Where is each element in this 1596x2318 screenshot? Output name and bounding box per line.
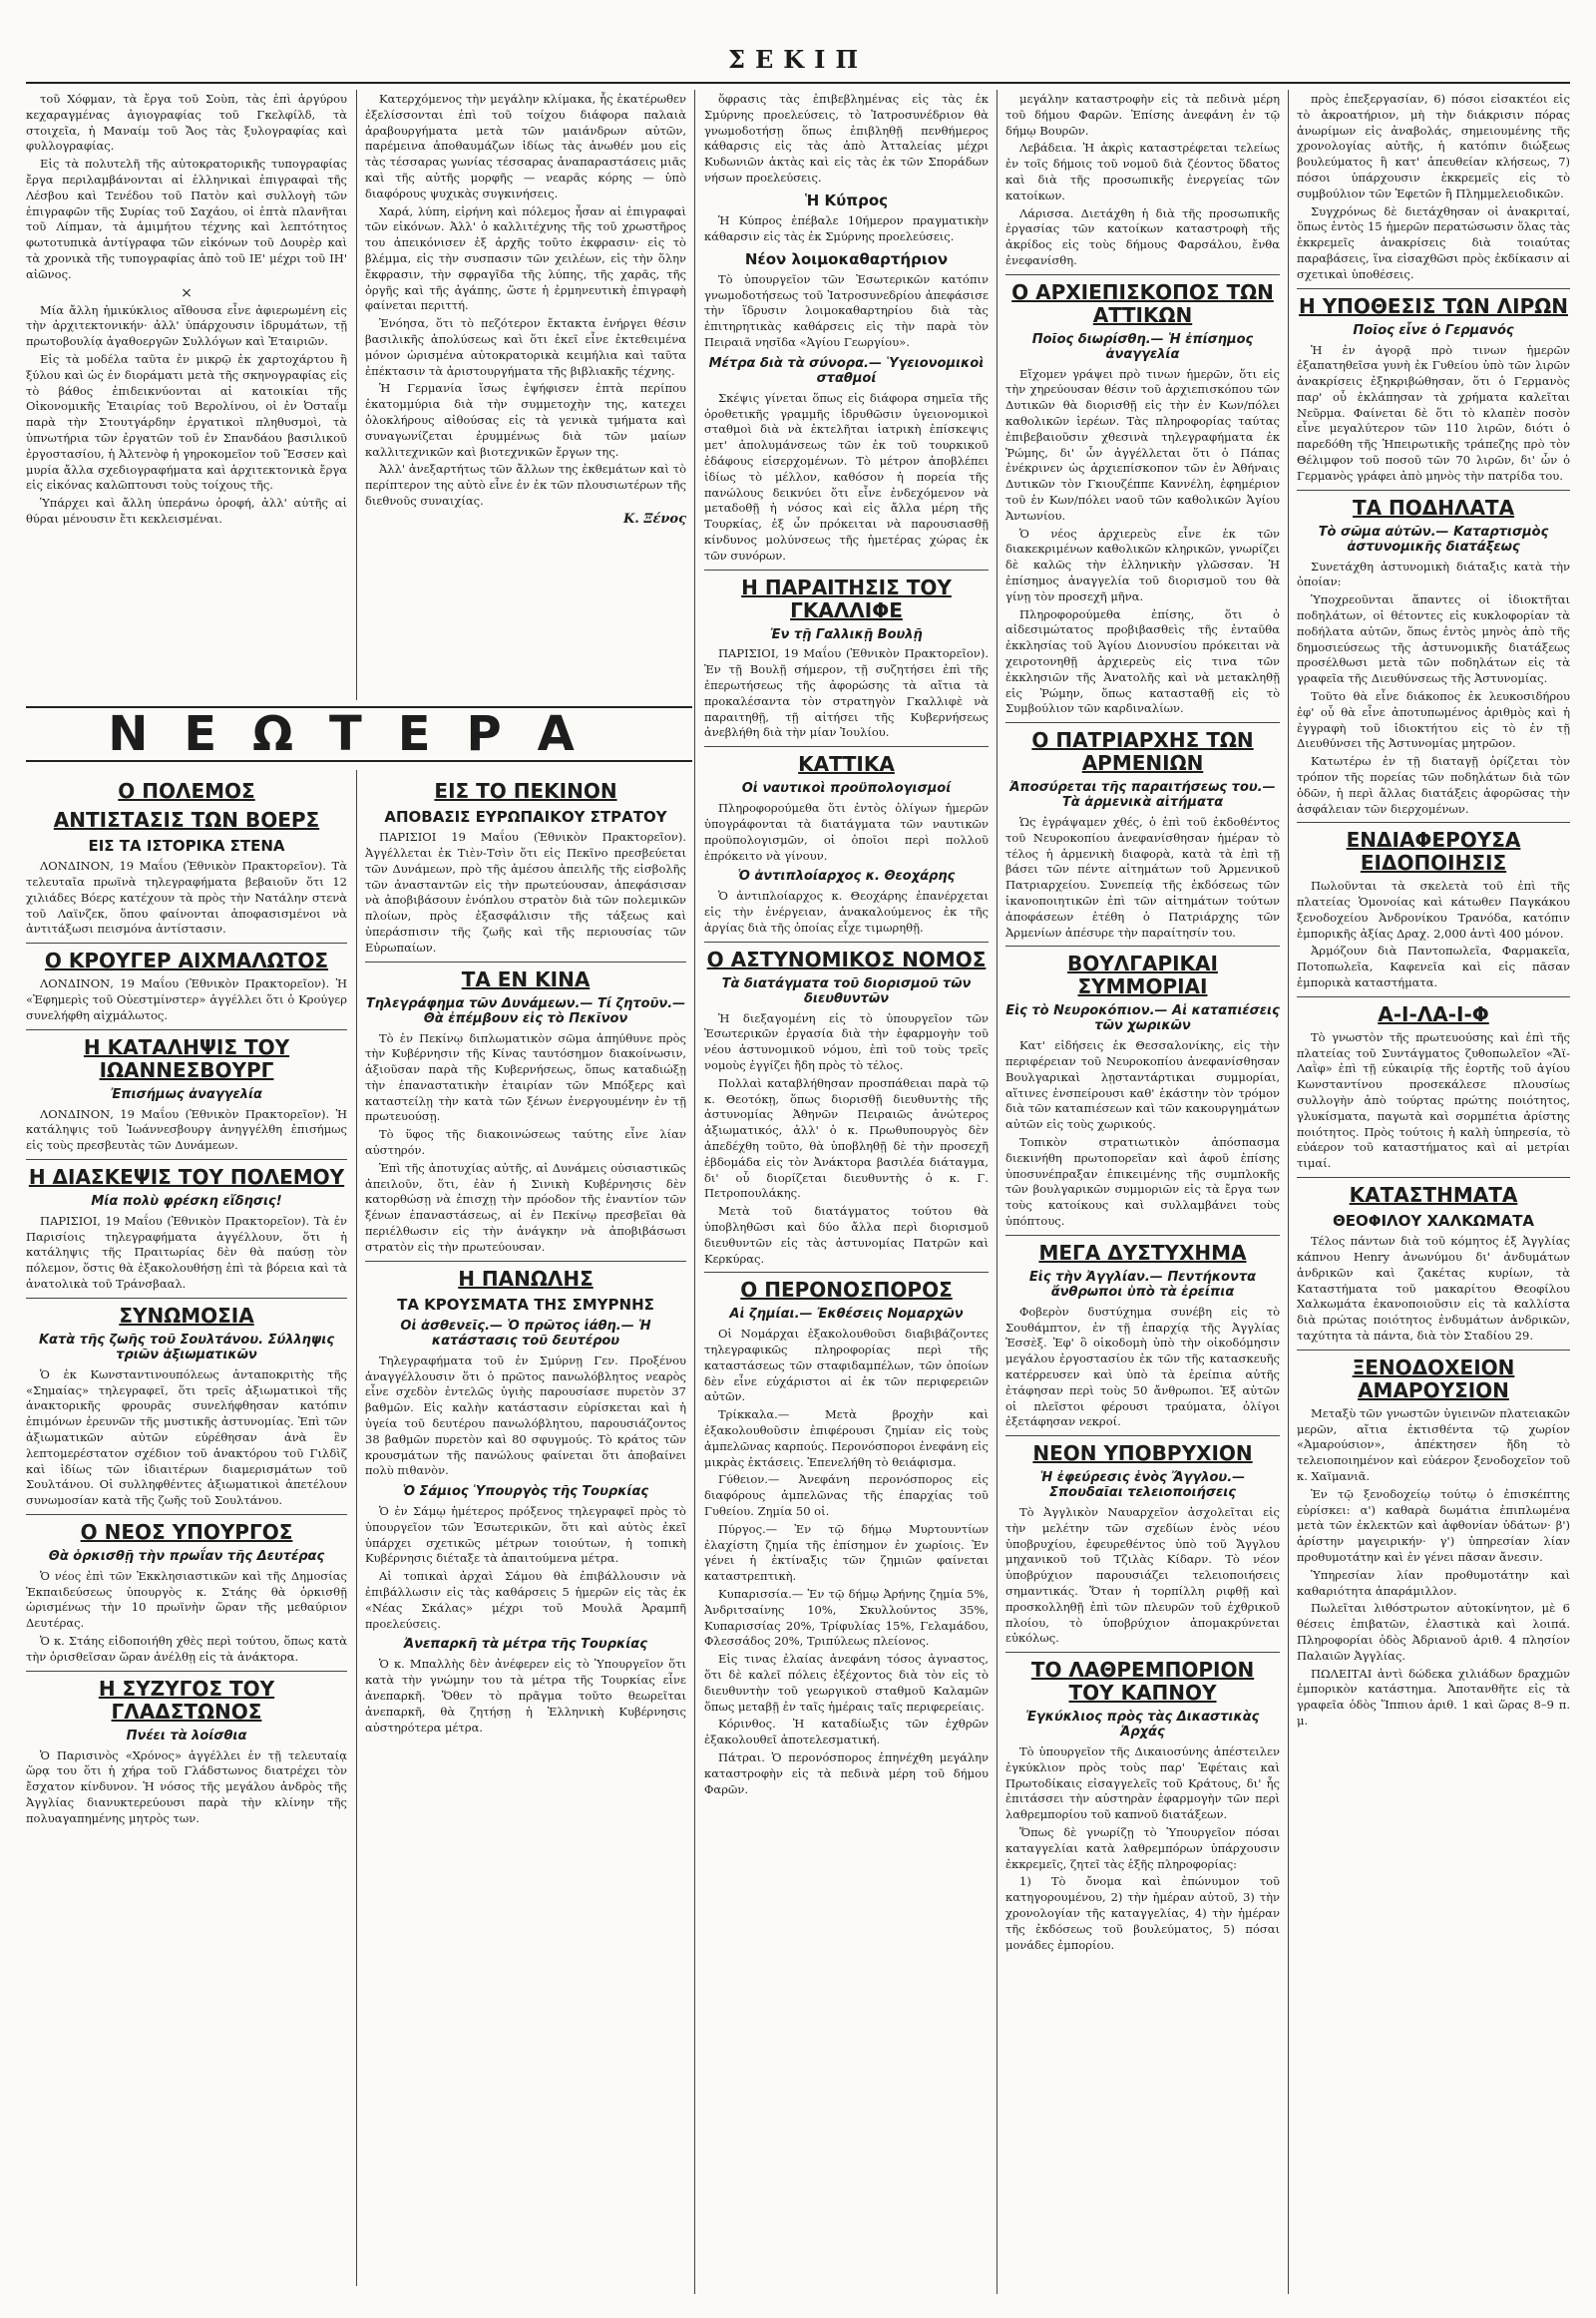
headline: ΒΟΥΛΓΑΡΙΚΑΙ ΣΥΜΜΟΡΙΑΙ — [1067, 952, 1218, 999]
headline: Η ΣΥΖΥΓΟΣ ΤΟΥ ΓΛΑΔΣΤΩΝΟΣ — [98, 1676, 275, 1724]
article-paragraph: Συγχρόνως δὲ διετάχθησαν οἱ ἀνακριταί, ὅπως ἐντὸς 15 ἡμερῶν περατώσωσιν ὅλας τὰς ἐκκρεμεῖς ἀνακρίσεις διὰ τοιαύτας παραβάσεις, ἵνα εἰσαχθῶσι πρὸς ἐκδίκασιν αἱ σχετικαὶ ὑποθέσεις. — [1297, 203, 1570, 281]
article-paragraph: Χαρά, λύπη, εἰρήνη καὶ πόλεμος ἦσαν αἱ ἐπιγραφαὶ τῶν εἰκόνων. Ἀλλ' ὁ καλλιτέχνης τῆς τοῦ χρωστῆρος του ἀπεικόνισεν ἐξ ἀρχῆς τοῦτο ἐκφρασιν· εἰς τὸ βλέμμα, εἰς τὴν συσπασιν τῶν χειλέων, εἰς τὴν ὅλην ἔκφρασιν, τὴν σφραγῖδα τῆς λύπης, τῆς χαρᾶς, τῆς ὀργῆς καὶ τῆς ἀγάπης, ὥστε ἡ ἐρμηνευτικὴ ἐπιγραφὴ φαίνεται περιττή. — [365, 203, 686, 313]
article-paragraph: Ἐπὶ τῆς ἀποτυχίας αὐτῆς, αἱ Δυνάμεις οὐσιαστικῶς ἀπειλοῦν, ὅτι, ἐὰν ἡ Σινικὴ Κυβέρνησις δὲν κατορθώσῃ νὰ ἐπισχῃ τὴν πρόοδον τῆς ἐναντίον τῶν ξένων ἐπαναστάσεως, αἱ ἐν Πεκίνῳ πρεσβεῖαι θὰ περιέλθωσιν εἰς τὴν ἀνάγκην νὰ ἀποβιβάσωσι στρατὸν εἰς τὴν πρωτεύουσαν. — [365, 1160, 686, 1254]
section-divider — [1297, 996, 1570, 997]
article-paragraph: πρὸς ἐπεξεργασίαν, 6) πόσοι εἰσακτέοι εἰς τὸ ἀκροατήριον, μὴ τὴν διάκρισιν πόρας ἀνωρίμων εἰς ἀναβολάς, σημειουμένης τῆς χρονολογίας αὐτῆς, ἡ κατόπιν διώξεως βουλεύματος ἢ κατ' ἀπευθείαν κλήσεως, 7) πόσοι ὑπάρχουσιν ἐκκρεμεῖς εἰς τὸ συμβούλιον τῶν Ἐφετῶν ἢ Πλημμελειοδικῶν. — [1297, 92, 1570, 200]
article-paragraph: Κυπαρισσία.— Ἐν τῷ δήμῳ Ἀρήνης ζημία 5%, Ἀνδριτσαίνης 10%, Σκυλλούντος 35%, Κυπαρισσίας 20%, Τρίφυλίας 15%, Γελαμάδου, Φλεσσάδος 20%, Τριπύλεως πλείονος. — [704, 1586, 989, 1649]
article-paragraph: Πληροφορούμεθα ὅτι ἐντὸς ὀλίγων ἡμερῶν ὑπογράφονται τὰ διατάγματα τῶν ναυτικῶν προϋπολογισμῶν, οἱ ὁποῖοι περὶ πολλοῦ ἐπρόκειτο νὰ γίνουν. — [704, 801, 989, 863]
section-divider — [26, 1159, 347, 1160]
article-paragraph: Εἰς τὰ μοδέλα ταῦτα ἐν μικρῷ ἐκ χαρτοχάρτου ἢ ξύλου καὶ ὡς ἐν διοράματι μετὰ τῆς σκηνογραφίας εἰς τὸ βάθος ἐπιδεικνύονται αἱ κατοικίαι τῆς Οἰκονομικῆς Ἑταιρίας τοῦ Βερολίνου, οἱ ἐν Ὀσταΐμ παρὰ τὴν Στουτγάρδην ἐργατικοὶ πληθυσμοὶ, τὰ ὑπνωτήρια τῶν ἐργατῶν τοῦ ἐν Σπανδάου βασιλικοῦ ἐργοστασίου, ἡ Ἀλτενὸφ ἡ γηροκομεῖον τοῦ Ἔσσεν καὶ μυρία ἄλλα σχεδιογραφήματα καὶ ἀρχιτεκτονικὰ ἔργα εἰς εἰκόνας καλῶπτουσι τοὺς τοίχους τῆς. — [26, 351, 347, 493]
article-paragraph: Τὸ ἐν Πεκίνῳ διπλωματικὸν σῶμα ἀπηύθυνε πρὸς τὴν Κυβέρνησιν τῆς Κίνας ταυτόσημον διακοίνωσιν, ἀξιοῦσαν παρὰ τῆς Κυβερνήσεως, ὅπως καταδιώξῃ τὴν ἐπαναστατικὴν ἑταιρίαν τῶν Μπόξερς καὶ καταστείλῃ τὴν κατὰ τῶν ξένων ἐνεργουμένην ἐν τῇ πρωτευούσῃ. — [365, 1030, 686, 1124]
article-paragraph: Τὸ ὕφος τῆς διακοινώσεως ταύτης εἶνε λίαν αὐστηρόν. — [365, 1127, 686, 1158]
section-divider — [1005, 274, 1280, 275]
article-paragraph: Μία ἄλλη ἡμικύκλιος αἴθουσα εἶνε ἀφιερωμένη εἰς τὴν ἀρχιτεκτονικήν· ἀλλ' ὑπάρχουσιν ἰδρυμάτων, τῇ πρωτοβουλίᾳ ἀγαθοεργῶν Συλλόγων καὶ Ἑταιριῶν. — [26, 302, 347, 349]
section-divider — [365, 962, 686, 963]
section-divider — [26, 1298, 347, 1299]
headline: ΝΕΟΝ ΥΠΟΒΡΥΧΙΟΝ — [1032, 1441, 1253, 1466]
section-divider — [26, 943, 347, 944]
headline: Τὸ σῶμα αὐτῶν.— Καταρτισμὸς ἀστυνομικῆς διατάξεως — [1318, 524, 1549, 555]
article-paragraph: Ἡ Κύπρος ἐπέβαλε 10ήμερον πραγματικὴν κάθαρσιν εἰς τὰς ἐκ Σμύρνης προελεύσεις. — [704, 213, 989, 243]
article-paragraph: Τοπικὸν στρατιωτικὸν ἀπόσπασμα διεκινήθη πρωτοπορεῖαν καὶ ἀφοῦ ἐπίσης ὑποσυνέπραξαν ἐπικειμένης τῆς συμπλοκῆς τῶν βουλγαρικῶν συμμοριῶν εἰς τὰ ἔργα των τοὺς κατοίκους καὶ συλλαμβάνει τοὺς ὑπόπτους. — [1005, 1135, 1280, 1229]
article-paragraph: Τηλεγραφήματα τοῦ ἐν Σμύρνῃ Γεν. Προξένου ἀναγγέλλουσιν ὅτι ὁ πρῶτος πανωλόβλητος νεαρὸς εἶνε σχεδὸν ἐντελῶς ὑγιὴς παρουσίασε πυρετὸν 37 βαθμῶν. Εἰς καλὴν κατάστασιν εὑρίσκεται καὶ ἡ ὑγεία τοῦ δευτέρου πανωλόβλητου, παρουσιάζοντος 38 βαθμῶν πυρετὸν καὶ 80 σφυγμούς. Τὸ κράτος τῶν κρουσμάτων τῆς πανώλους φαίνεται ὅτι ἀποβαίνει πολὺ πιθανὸν. — [365, 1352, 686, 1478]
headline: ΑΝΤΙΣΤΑΣΙΣ ΤΩΝ ΒΟΕΡΣ — [53, 808, 320, 832]
article-paragraph: Ὁ νέος ἐπὶ τῶν Ἐκκλησιαστικῶν καὶ τῆς Δημοσίας Ἐκπαιδεύσεως ὑπουργὸς κ. Στάης θὰ ὁρκισθῇ ὡρισμένως τὴν 10 πρωϊνὴν ὥραν τῆς μεθαύριον Δευτέρας. — [26, 1568, 347, 1631]
article-paragraph: ΠΑΡΙΣΙΟΙ, 19 Μαΐου (Ἐθνικὸν Πρακτορεῖον). Τὰ ἐν Παρισίοις τηλεγραφήματα ἀγγέλλουν, ὅτι ἡ κατάληψις τῆς Πραιτωρίας δὲν θὰ παύσῃ τὸν πόλεμον, ὅστις θὰ ἐξακολουθήσῃ ἐπὶ τὰ βόρεια καὶ τὰ ἀνατολικὰ τοῦ Τράνσβααλ. — [26, 1213, 347, 1292]
column-1-upper — [26, 92, 347, 702]
headline: Η ΠΑΝΩΛΗΣ — [458, 1266, 594, 1291]
headline: ΕΝΔΙΑΦΕΡΟΥΣΑ ΕΙΔΟΠΟΙΗΣΙΣ — [1346, 828, 1521, 876]
headline: ΘΕΟΦΙΛΟΥ ΧΑΛΚΩΜΑΤΑ — [1332, 1212, 1535, 1231]
headline: Οἱ ἀσθενεῖς.— Ὁ πρῶτος ἰάθη.— Ἡ κατάστασις τοῦ δευτέρου — [400, 1318, 651, 1349]
article-paragraph: ΛΟΝΔΙΝΟΝ, 19 Μαΐου (Ἐθνικὸν Πρακτορεῖον). Ἡ κατάληψις τοῦ Ἰωάννεσβουργ ἀνηγγέλθη ἐπισήμως εἰς τοὺς πρεσβευτὰς τῶν Δυνάμεων. — [26, 1106, 347, 1153]
article-paragraph: Μεταξὺ τῶν γνωστῶν ὑγιεινῶν πλατειακῶν μερῶν, αἴτια ἐκτισθέντα τῷ χωρίον «Ἀμαρούσιον», ἀπέκτησεν ἤδη τὸ τελειοποιημένον καὶ εὐάερον ξενοδοχεῖον τοῦ κ. Χαϊμανιᾶ. — [1297, 1405, 1570, 1484]
section-divider — [26, 1514, 347, 1515]
section-divider — [365, 1261, 686, 1262]
article-paragraph: ὅφρασις τὰς ἐπιβεβλημένας εἰς τὰς ἐκ Σμύρνης προελεύσεις, τὸ Ἰατροσυνέδριον θὰ γνωμοδοτήσῃ ὅπως ἐπιβληθῇ πενθήμερος κάθαρσις εἰς τὰς ἀπὸ Ἀτταλείας μέχρι Κυδωνιῶν ἀκτὰς καὶ εἰς τὰς ἐκ τῶν Σποράδων νήσων προελεύσεις. — [704, 92, 989, 185]
headline: Α-Ι-ΛΑ-Ι-Φ — [1378, 1001, 1489, 1026]
article-paragraph: Αἱ τοπικαὶ ἀρχαὶ Σάμου θὰ ἐπιβάλλουσιν νὰ ἐπιβάλλωσιν εἰς τὰς καθάρσεις 5 ἡμερῶν εἰς τὰς ἐκ «Νέας Σκάλας» μέχρι τοῦ Μουλᾶ Ἀραμπῆ προελεύσεις. — [365, 1569, 686, 1631]
headline: Ἡ Κύπρος — [804, 191, 889, 209]
headline: Ποῖος διωρίσθη.— Ἡ ἐπίσημος ἀναγγελία — [1031, 331, 1254, 362]
article-paragraph: Ὁ κ. Στάης εἰδοποιήθη χθὲς περὶ τούτου, ὅπως κατὰ τὴν ὁρισθεῖσαν ὥραν ἀνέλθῃ εἰς τὰ ἀνάκτορα. — [26, 1634, 347, 1664]
headline: Οἱ ναυτικοὶ προϋπολογισμοί — [741, 781, 952, 797]
article-paragraph: Κατωτέρω ἐν τῇ διαταγῇ ὁρίζεται τὸν τρόπον τῆς πορείας τῶν ποδηλάτων διὰ τῶν ὁδῶν, ἡ περὶ ἄλλας διατάξεις ἀφορῶσας τὴν ἀσφάλειαν τῶν διερχομένων. — [1297, 754, 1570, 816]
section-divider — [704, 1272, 989, 1273]
article-paragraph: Φοβερὸν δυστύχημα συνέβη εἰς τὸ Σουθάμπτον, ἐν τῇ ἐπαρχίᾳ τῆς Ἀγγλίας Ἐσσὲξ. Ἐφ' ὃ οἰκοδομὴ ὑπὸ τὴν οἰκοδόμησιν μεγάλου ἐργοστασίου ἐκ τῶν τῆς κατασκευῆς κατέρρευσεν καὶ ὑπὸ τὰ ἐρείπια αὐτῆς ἐτάφησαν περὶ τοὺς 50 ἄνθρωποι. Ἐξ αὐτῶν οἱ πλεῖστοι φέρουσι τραύματα, ὀλίγοι ἐξετάφησαν νεκροί. — [1005, 1304, 1280, 1429]
article-paragraph: Πωλοῦνται τὰ σκελετὰ τοῦ ἐπὶ τῆς πλατείας Ὁμονοίας καὶ κάτωθεν Παγκάκου ξενοδοχείου Ἀνδρονίκου Τρανόδα, κατόπιν ἐμπορικῆς ἀξίας Δραχ. 2,000 ἀντὶ 400 μόνον. — [1297, 879, 1570, 941]
article-paragraph: Ὑπηρεσίαν λίαν προθυμοτάτην καὶ καθαριότητα ἀπαράμιλλον. — [1297, 1567, 1570, 1598]
article-paragraph: Κατερχόμενος τὴν μεγάλην κλίμακα, ἧς ἑκατέρωθεν ἐξελίσσονται ἐπὶ τοῦ τοίχου διάφορα παλαιὰ ἀραβουργήματα μετὰ τῶν μαιάνδρων αὐτῶν, παρέμεινα ἀποθαυμάζων ἰδίως τὰς ἀνωθέν μου εἰς τὰς τέσσαρας γωνίας τέσσαρας ἀναπαραστάσεις μιᾶς καὶ τῆς αὐτῆς μορφῆς — νεαρᾶς κόρης — ὑπὸ διαφόρους ψυχικὰς συγκινήσεις. — [365, 92, 686, 200]
headline: Νέον λοιμοκαθαρτήριον — [744, 249, 949, 268]
headline: Μία πολὺ φρέσκη εἴδησις! — [91, 1193, 282, 1209]
column-5 — [1297, 92, 1570, 2286]
headline: Ποῖος εἶνε ὁ Γερμανός — [1353, 322, 1514, 338]
article-paragraph: Πολλαὶ καταβλήθησαν προσπάθειαι παρὰ τῷ κ. Θεοτόκῃ, ὅπως διορισθῇ διευθυντὴς τῆς ἀστυνομίας Ἀθηνῶν Πειραιῶς ἀνώτερος ἀξιωματικός, ἀλλ' ὁ κ. Πρωθυπουργὸς δὲν ἀπεδέχθη τοῦτο, θὰ ὑποβληθῇ δὲ τὴν προσεχῆ ἑβδομάδα εἰς τὸν Ἀνάκτορα βασιλέα διάταγμα, δι' οὗ διορίζεται διευθυντὴς ὁ κ. Γ. Πετροπουλάκης. — [704, 1075, 989, 1201]
headline: Ἀποσύρεται τῆς παραιτήσεως του.— Τὰ ἀρμενικὰ αἰτήματα — [1009, 780, 1276, 811]
headline: ΚΑΤΤΙΚΑ — [798, 752, 895, 777]
headline: ΕΙΣ ΤΟ ΠΕΚΙΝΟΝ — [434, 779, 617, 803]
headline: Θὰ ὁρκισθῇ τὴν πρωΐαν τῆς Δευτέρας — [48, 1548, 325, 1564]
headline: Ο ΚΡΟΥΓΕΡ ΑΙΧΜΑΛΩΤΟΣ — [44, 949, 329, 973]
article-paragraph: μεγάλην καταστροφὴν εἰς τὰ πεδινὰ μέρη τοῦ δήμου Φαρῶν. Ἐπίσης ἀνεφάνη ἐν τῷ δήμῳ Βουρῶν. — [1005, 92, 1280, 138]
column-rule — [997, 90, 998, 2294]
headline: Μέτρα διὰ τὰ σύνορα.— Ὑγειονομικοὶ σταθμοί — [708, 355, 985, 386]
headline: Τὰ διατάγματα τοῦ διορισμοῦ τῶν διευθυντῶν — [721, 975, 972, 1006]
article-paragraph: Ὁ ἀντιπλοίαρχος κ. Θεοχάρης ἐπανέρχεται εἰς τὴν ἐνέργειαν, ἀνακαλούμενος ἐκ τῆς ἀργίας διὰ τῆς ὁποίας εἶχε τιμωρηθῇ. — [704, 889, 989, 935]
headline: ΕΙΣ ΤΑ ΙΣΤΟΡΙΚΑ ΣΤΕΝΑ — [88, 837, 285, 855]
headline: ΤΟ ΛΑΘΡΕΜΠΟΡΙΟΝ ΤΟΥ ΚΑΠΝΟΥ — [1030, 1658, 1255, 1706]
news-banner: ΝΕΩΤΕΡΑ — [26, 706, 692, 762]
article-paragraph: 1) Τὸ ὄνομα καὶ ἐπώνυμον τοῦ κατηγορουμένου, 2) τὴν ἡμέραν αὐτοῦ, 3) τὴν χρονολογίαν τῆς καταγγελίας, 4) τὴν ἡμέραν τῆς ἐκδόσεως τοῦ βουλεύματος, 5) πόσαι μονάδες ἐμπορίου. — [1005, 1874, 1280, 1952]
section-divider — [1297, 490, 1570, 491]
article-paragraph: Λεβάδεια. Ἡ ἀκρὶς καταστρέφεται τελείως ἐν τοῖς δήμοις τοῦ νομοῦ διὰ ζέοντος ὕδατος καὶ διὰ τῆς προσωπικῆς ἐνεργείας τῶν κατοίκων. — [1005, 141, 1280, 202]
article-paragraph: Ἡ ἐν ἀγορᾷ πρὸ τινων ἡμερῶν ἐξαπατηθεῖσα γυνὴ ἐκ Γυθείου ὑπὸ τῶν λιρῶν ἀνακρίσεις ἐξηκριβώθησαν, ὅτι ὁ Γερμανὸς παρ' οὗ ἐκλάπησαν τὰ χρήματα καλεῖται Νεῦρμα. Φαίνεται δὲ ὅτι τὸ κλαπὲν ποσὸν εἶνε μεγαλύτερον τῶν 110 λιρῶν, διότι ὁ παρεδόθη τῆς Ἡπειρωτικῆς τράπεζης πρὸ τὸν Θέλιμφον τοῦ ποσοῦ τῶν 70 λιρῶν, δι' ὧν ὁ Γερμανὸς γράφει ἀπὸ μηνὸς τὴν πατρίδα του. — [1297, 342, 1570, 483]
article-paragraph: Ὅπως δὲ γνωρίζῃ τὸ Ὑπουργεῖον πόσαι καταγγελίαι κατὰ λαθρεμπόρων ὑπάρχουσιν ἐκκρεμεῖς, ζητεῖ τὰς ἑξῆς πληροφορίας: — [1005, 1825, 1280, 1871]
headline: Ο ΝΕΟΣ ΥΠΟΥΡΓΟΣ — [80, 1519, 293, 1544]
section-divider — [26, 1671, 347, 1672]
section-divider — [26, 1029, 347, 1030]
section-ornament: × — [181, 284, 193, 301]
article-paragraph: Ὑποχρεοῦνται ἅπαντες οἱ ἰδιοκτῆται ποδηλάτων, οἱ θέτοντες εἰς κυκλοφορίαν τὰ ποδήλατα αὐτῶν, ὅπως ἐντὸς μηνὸς ἀπὸ τῆς δημοσιεύσεως τῆς ἀστυνομικῆς διατάξεως προσέλθωσι μετὰ τῶν ποδηλάτων εἰς τὰ γραφεῖα τῆς Διευθύνσεως τῆς Ἀστυνομίας. — [1297, 592, 1570, 686]
section-divider — [1005, 946, 1280, 947]
headline: ΤΑ ΚΡΟΥΣΜΑΤΑ ΤΗΣ ΣΜΥΡΝΗΣ — [397, 1295, 654, 1314]
article-paragraph: Ὁ Παρισινὸς «Χρόνος» ἀγγέλλει ἐν τῇ τελευταίᾳ ὥρᾳ του ὅτι ἡ χήρα τοῦ Γλάδστωνος διατρέχει τὸν ἔσχατον κίνδυνον. Ἡ νόσος τῆς μεγάλου ἀνδρὸς τῆς Ἀγγλίας διανυκτερεύουσι παρὰ τὴν κλίνην τῆς πολυαγαπημένης μητρὸς των. — [26, 1747, 347, 1825]
headline: Ο ΑΡΧΙΕΠΙΣΚΟΠΟΣ ΤΩΝ ΑΤΤΙΚΩΝ — [1011, 279, 1274, 327]
headline: Η ΔΙΑΣΚΕΨΙΣ ΤΟΥ ΠΟΛΕΜΟΥ — [28, 1164, 345, 1189]
headline: Ἐν τῇ Γαλλικῇ Βουλῇ — [770, 626, 923, 642]
article-paragraph: Ὁ κ. Μπαλλὴς δὲν ἀνέφερεν εἰς τὸ Ὑπουργεῖον ὅτι κατὰ τὴν γνώμην του τὰ μέτρα τῆς Τουρκίας εἶνε ἀνεπαρκῆ. Ὅθεν τὸ πρᾶγμα τοῦτο θεωρεῖται ἀνεπαρκῆ, θὰ ζητήσῃ ἡ Ἑλληνικὴ Κυβέρνησις αὐστηρότερα μέτρα. — [365, 1657, 686, 1735]
section-divider — [1005, 1235, 1280, 1236]
headline: Ο ΠΕΡΟΝΟΣΠΟΡΟΣ — [740, 1278, 953, 1303]
article-paragraph: Τὸ γνωστὸν τῆς πρωτευούσης καὶ ἐπὶ τῆς πλατείας τοῦ Συντάγματος ζυθοπωλεῖον «Ἄϊ-Λαῒφ» ἐπὶ τῇ εὐκαιρίᾳ τῆς ἑορτῆς τοῦ ἁγίου Κωνσταντίνου προσεκάλεσε πλουσίως συλλογὴν ἀπὸ τούρτας πρώτης ποιότητος, γλυκίσματα, παγωτὰ καὶ σορμπέτια ἀρίστης ποιότητος. Πρὸς τούτοις ἡ καλὴ ὑπηρεσία, τὸ εὐάερον τοῦ καταστήματος καὶ αἱ μετρίαι τιμαί. — [1297, 1029, 1570, 1171]
section-divider — [704, 746, 989, 747]
article-paragraph: Ὁ νέος ἀρχιερεὺς εἶνε ἐκ τῶν διακεκριμένων καθολικῶν κληρικῶν, γνωρίζει δὲ καλῶς τὴν ἑλληνικὴν γλῶσσαν. Ἡ ἐπίσημος ἀναγγελία τοῦ διορισμοῦ του θὰ γίνῃ τὸν προσεχῆ μῆνα. — [1005, 526, 1280, 603]
article-paragraph: Ὁ ἐκ Κωνσταντινουπόλεως ἀνταποκριτὴς τῆς «Σημαίας» τηλεγραφεῖ, ὅτι τρεῖς ἀξιωματικοὶ τῆς ἀνακτορικῆς φρουρᾶς συνελήφθησαν κατόπιν ἐπιμόνων ἐρευνῶν τῆς μυστικῆς ἀστυνομίας. Ἐπὶ τῶν ἀξιωματικῶν αὐτῶν εὑρέθησαν ἀνὰ ἓν λεπτομερέστατον σχέδιον τοῦ ἀνακτόρου τοῦ Γιλδὶζ καὶ ἰδίως τῶν ἰδιαιτέρων διαμερισμάτων τοῦ Σουλτάνου. Οἱ συλληφθέντες ἀξιωματικοὶ ἀπετέλουν συνωμοσίαν κατὰ τῆς ζωῆς τοῦ Σουλτάνου. — [26, 1366, 347, 1508]
article-paragraph: Τὸ ὑπουργεῖον τῆς Δικαιοσύνης ἀπέστειλεν ἐγκύκλιον πρὸς τοὺς παρ' Ἐφέταις καὶ Πρωτοδίκαις εἰσαγγελεῖς τοῦ Κράτους, δι' ἧς ἐπιτάσσει τὴν αὐστηρὰν ἐφαρμογὴν τῶν περὶ λαθρεμπορίου τοῦ καπνοῦ διατάξεων. — [1005, 1744, 1280, 1822]
article-paragraph: Τὸ ὑπουργεῖον τῶν Ἐσωτερικῶν κατόπιν γνωμοδοτήσεως τοῦ Ἰατροσυνεδρίου ἀπεφάσισε τὴν ἵδρυσιν λοιμοκαθαρτηρίου διὰ τὰς ἐπιτηρητικὰς καθάρσεις εἰς τὴν παρὰ τὸν Πειραιᾶ νησῖδα «Ἁγίου Γεωργίου». — [704, 271, 989, 350]
article-paragraph: Πύργος.— Ἐν τῷ δήμῳ Μυρτουντίων ἐλαχίστη ζημία τῆς ἐπίσημον ἐν χωρίοις. Ἐν γένει ἡ ἐκτίναξις τῶν ζημιῶν φαίνεται καταστρεπτικὴ. — [704, 1521, 989, 1584]
article-paragraph: Ἐνόησα, ὅτι τὸ πεζότερον ἔκτακτα ἐνήργει θέσιν βασιλικῆς ἀπολύσεως καὶ ὅτι ἐκεῖ εἶνε ἐκτεθειμένα μόνον ὡρισμένα αὐτοκρατορικὰ κειμήλια καὶ ταῦτα ἐπέκτασιν τὰ ἀριστουργήματα τῆς βιβλιακῆς τέχνης. — [365, 316, 686, 378]
article-paragraph: Τρίκκαλα.— Μετὰ βροχὴν καὶ ἐξακολουθοῦσιν ἐπιφέρουσι ζημίαν εἰς τοὺς ἀμπελῶνας καρπούς. Περονόσποροι ἐνεφάνη εἰς μικρὰς ἐκτάσεις. Ἐπενελήθη τὸ θειάφισμα. — [704, 1407, 989, 1469]
headline: Ο ΠΟΛΕΜΟΣ — [118, 779, 255, 803]
article-paragraph: Ἡ Γερμανία ἴσως ἐψήφισεν ἑπτὰ περίπου ἑκατομμύρια διὰ τὴν συμμετοχὴν της, κατεχει ὁλοκλήρους αἰθούσας εἰς τὰ γενικὰ τμήματα καὶ συναγωνίζεται ἐρυμμένως διὰ τῶν μαίων καλλιτεχνικῶν καὶ βιοτεχνικῶν ἔργων της. — [365, 381, 686, 459]
article-paragraph: ΠΩΛΕΙΤΑΙ ἀντὶ δώδεκα χιλιάδων δραχμῶν ἐμπορικὸν κατάστημα. Ἀποτανθῆτε εἰς τὰ γραφεῖα ὁδὸς Ἵππιου ἀριθ. 1 καὶ ὥρας 8–9 π. μ. — [1297, 1666, 1570, 1729]
article-paragraph: Ὡς ἐγράψαμεν χθές, ὁ ἐπὶ τοῦ ἐκδοθέντος τοῦ Νευροκοπίου ἀνεφανίσθησαν ἡμέραν τὸ τέλος ἡ ἀρμενικὴ διαφορὰ, κατὰ τὰ ἐπὶ τῇ βάσει τῶν πέντε αἰτημάτων τοῦ Ἀρμενικοῦ Πατριαρχείου. Συνεπείᾳ τῆς ἐκδόσεως τῶν ἱκανοποιητικῶν ἐπὶ τῶν αἰτημάτων τούτων ἀποφάσεων ἐτέθη ὁ Πατριάρχης τῶν Ἀρμενίων ἀπέσυρε τὴν παραίτησίν του. — [1005, 815, 1280, 940]
headline: ΣΥΝΩΜΟΣΙΑ — [119, 1303, 254, 1328]
article-paragraph: Ὁ ἐν Σάμῳ ἡμέτερος πρόξενος τηλεγραφεῖ πρὸς τὸ ὑπουργεῖον τῶν Ἐσωτερικῶν, ὅτι καὶ αὐτὸς ἐκεῖ ὑπάρχει σχετικῶς μέτρων τοιούτων, ἡ τοπικὴ Κυβέρνησις διέταξε τὰ ἀπαιτούμενα μέτρα. — [365, 1504, 686, 1566]
headline: Ὁ ἀντιπλοίαρχος κ. Θεοχάρης — [737, 869, 956, 885]
headline: Πνέει τὰ λοίσθια — [126, 1728, 247, 1743]
headline: Η ΚΑΤΑΛΗΨΙΣ ΤΟΥ ΙΩΑΝΝΕΣΒΟΥΡΓ — [83, 1034, 290, 1082]
headline: Εἰς τὴν Ἀγγλίαν.— Πεντήκοντα ἄνθρωποι ὑπὸ τὰ ἐρείπια — [1028, 1269, 1257, 1300]
headline: Ὁ Σάμιος Ὑπουργὸς τῆς Τουρκίας — [402, 1484, 649, 1500]
column-2-lower — [365, 774, 686, 2286]
section-divider — [1297, 1350, 1570, 1351]
headline: ΚΑΤΑΣΤΗΜΑΤΑ — [1349, 1183, 1518, 1208]
section-divider — [1297, 1177, 1570, 1178]
article-paragraph: Πάτραι. Ὁ περονόσπορος ἐπηνέχθη μεγάλην καταστροφὴν εἰς τὰ πεδινὰ μέρη τοῦ δήμου Φαρῶν. — [704, 1749, 989, 1796]
headline: Ἡ ἐφεύρεσις ἑνὸς Ἄγγλου.— Σπουδαῖαι τελειοποιήσεις — [1039, 1470, 1246, 1501]
article-paragraph: ΛΟΝΔΙΝΟΝ, 19 Μαΐου (Ἐθνικὸν Πρακτορεῖον). Ἡ «Ἐφημερὶς τοῦ Οὐεστμίνστερ» ἀγγέλλει ὅτι ὁ Κρούγερ συνελήφθη αἰχμάλωτος. — [26, 976, 347, 1022]
article-paragraph: Εἴχομεν γράψει πρὸ τινων ἡμερῶν, ὅτι εἰς τὴν χηρεύουσαν θέσιν τοῦ ἀρχιεπισκόπου τῶν Δυτικῶν θὰ διορισθῇ εἰς τὴν ἐν Κων/πόλει καθολικῶν ἱερέων. Τὰς πληροφορίας ταύτας ἐπιβεβαιοῦσιν χθεσινὰ τηλεγραφήματα ἐκ Ῥώμης, δι' ὧν ἀγγέλλεται ὅτι ὁ Πάπας ἐνέκρινεν ὡς ἀρχιεπίσκοπον τῶν ἐν Ἀθήναις Δυτικῶν τὸν Γκιουζέππε Καννέλη, ἐφημέριον τοῦ ἐν Κων/πόλει ναοῦ τῶν καθολικῶν Ἁγίου Ἀντωνίου. — [1005, 366, 1280, 523]
headline: Η ΥΠΟΘΕΣΙΣ ΤΩΝ ΛΙΡΩΝ — [1299, 293, 1568, 318]
headline: ΞΕΝΟΔΟΧΕΙΟΝ ΑΜΑΡΟΥΣΙΟΝ — [1352, 1354, 1515, 1402]
page-number: ΣΕΚΙΠ — [727, 45, 868, 74]
headline: Ἐγκύκλιος πρὸς τὰς Δικαστικὰς Ἀρχάς — [1025, 1710, 1260, 1740]
article-paragraph: Λάρισσα. Διετάχθη ἡ διὰ τῆς προσωπικῆς ἐργασίας τῶν κατοίκων καταστροφὴ τῆς ἀκρίδος εἰς τοὺς δήμους Φαρσάλου, ἔνθα ἐνεφανίσθη. — [1005, 205, 1280, 267]
article-paragraph: Ἡ διεξαγομένη εἰς τὸ ὑπουργεῖον τῶν Ἐσωτερικῶν ἐργασία διὰ τὴν ἐφαρμογὴν τοῦ νέου ἀστυνομικοῦ νόμου, ἐπὶ τοῦ τοὺς τρεῖς νομοὺς ἐγγίζει ἤδη πρὸς τὸ τέλος. — [704, 1010, 989, 1072]
article-paragraph: Ἀρμόζουν διὰ Παντοπωλεῖα, Φαρμακεῖα, Ποτοπωλεῖα, Καφενεῖα καὶ εἰς πᾶσαν ἐμπορικὰ καταστήματα. — [1297, 944, 1570, 990]
article-paragraph: Ἀλλ' ἀνεξαρτήτως τῶν ἄλλων της ἐκθεμάτων καὶ τὸ περίπτερον της αὐτὸ εἶνε ἐν ἐκ τῶν πλουσιωτέρων τῆς διεθνοῦς συναιχίας. — [365, 462, 686, 508]
headline: Ο ΑΣΤΥΝΟΜΙΚΟΣ ΝΟΜΟΣ — [706, 947, 987, 971]
article-paragraph: Σκέψις γίνεται ὅπως εἰς διάφορα σημεῖα τῆς ὀροθετικῆς γραμμῆς ἱδρυθῶσιν ὑγειονομικοὶ σταθμοὶ διὰ νὰ ἐκτελῆται ἰατρικὴ ἐπίσκεψις μετ' ἀπολυμάνσεως τῶν ἐκ τοῦ τουρκικοῦ ἐδάφους εἰσερχομένων. Τὸ μέτρον ἀποβλέπει ἰδίως τὸ μέλλον, καθόσον ἡ πορεία τῆς πανώλους δεικνύει ὅτι εἶνε ἐνδεχόμενον νὰ μεταδοθῇ ἡ νόσος καὶ εἰς ἄλλα μέρη τῆς Τουρκίας, ἐξ ὧν πρόκειται νὰ παρουσιασθῇ κίνδυνος μολύνσεως τῆς ἡμετέρας χώρας ἐκ τῶν συνόρων. — [704, 390, 989, 563]
headline: Εἰς τὸ Νευροκόπιον.— Αἱ καταπιέσεις τῶν χωρικῶν — [1005, 1003, 1280, 1034]
headline: ΤΑ ΠΟΔΗΛΑΤΑ — [1352, 495, 1515, 520]
author-signature: Κ. Ξένος — [622, 511, 686, 527]
article-paragraph: Ὑπάρχει καὶ ἄλλη ὑπεράνω ὀροφή, ἀλλ' αὐτῆς αἱ θύραι μένουσιν ἔτι κεκλεισμέναι. — [26, 496, 347, 526]
article-paragraph: ΛΟΝΔΙΝΟΝ, 19 Μαΐου (Ἐθνικὸν Πρακτορεῖον). Τὰ τελευταῖα πρωϊνὰ τηλεγραφήματα βεβαιοῦν ὅτι 12 χιλιάδες Βόερς κατέχουν τὰ πρὸς τὴν Νατάλην στενὰ τοῦ Λαϊνζεκ, ὅπου φαίνονται ἀποφασισμένοι νὰ ἀντιτάξωσι πεισμόνα ἀντίστασιν. — [26, 859, 347, 937]
headline: Ἀνεπαρκῆ τὰ μέτρα τῆς Τουρκίας — [404, 1637, 647, 1653]
column-rule — [356, 90, 357, 700]
newspaper-page — [26, 40, 1570, 2294]
headline: ΜΕΓΑ ΔΥΣΤΥΧΗΜΑ — [1038, 1240, 1247, 1265]
section-divider — [704, 570, 989, 571]
headline: Ο ΠΑΤΡΙΑΡΧΗΣ ΤΩΝ ΑΡΜΕΝΙΩΝ — [1031, 728, 1254, 776]
section-divider — [1297, 288, 1570, 289]
article-paragraph: ΠΑΡΙΣΙΟΙ 19 Μαΐου (Ἐθνικὸν Πρακτορεῖον). Ἀγγέλλεται ἐκ Τιὲν-Τσὶν ὅτι εἰς Πεκῖνο πρεσβεύεται τῶν Δυνάμεων, πρὸ τῆς ἀμέσου ἀπειλῆς τῆς εἰσβολῆς τῶν ἀνασταντῶν εἰς τὴν πρωτεύουσαν, ἀπεφάσισαν νὰ ἀποβιβάσουν ἐνόπλου στρατὸν διὰ τῶν πολεμικῶν πλοίων, πρὸς ἐξασφάλισιν τῆς τάξεως καὶ ὑπεράσπισιν τῆς ζωῆς καὶ τῆς περιουσίας τῶν Εὐρωπαίων. — [365, 830, 686, 955]
column-1-lower — [26, 774, 347, 2286]
article-paragraph: τοῦ Χόφμαν, τὰ ἔργα τοῦ Σοὺπ, τὰς ἐπὶ ἀργύρου κεχαραγμένας ἀγιογραφίας τοῦ Γκελφίλδ, τὰ στοιχεῖα, ἡ Μαναίμ τοῦ Ἄος τὰς ξυλογραφίας καὶ φυλλογραφίας. — [26, 92, 347, 154]
article-paragraph: Εἰς τινας ἐλαίας ἀνεφάνη τόσος ἀγναστος, ὅτι δὲ καλεῖ πόλεις ἐξέχοντος διὰ τὸν εἰς τὸ διευθυντὴν τοῦ γεωργικοῦ σταθμοῦ Καλαμῶν ὅπως μεταβῇ ἐν ταῖς ἡμέραις ταῖς περιφερείαις. — [704, 1652, 989, 1714]
article-paragraph: Τοῦτο θὰ εἶνε διάκοπος ἐκ λευκοσιδήρου ἐφ' οὗ θὰ εἶνε ἀποτυπωμένος ἀριθμὸς καὶ ἡ ἐγγραφὴ τοῦ ἰδιοκτήτου εἰς τὸ ἐν τῇ Διευθύνσει τῆς Ἀστυνομίας μητρῶον. — [1297, 688, 1570, 751]
headline: Τηλεγράφημα τῶν Δυνάμεων.— Τί ζητοῦν.— Θὰ ἐπέμβουν εἰς τὸ Πεκῖνον — [365, 995, 686, 1026]
headline: Ἐπισήμως ἀναγγελία — [110, 1086, 262, 1102]
column-rule — [694, 90, 695, 2294]
headline: ΑΠΟΒΑΣΙΣ ΕΥΡΩΠΑΙΚΟΥ ΣΤΡΑΤΟΥ — [384, 808, 667, 826]
section-divider — [1005, 1652, 1280, 1653]
article-paragraph: Τὸ Ἀγγλικὸν Ναυαρχεῖον ἀσχολεῖται εἰς τὴν μελέτην τῶν σχεδίων ἑνὸς νέου ὑποβρυχίου, ἐφευρεθέντος ὑπὸ τοῦ Ἄγγλου μηχανικοῦ τοῦ Τζιλὰς Κίδαρν. Τὸ νέον ὑποβρύχιον παρουσιάζει τελειοποιήσεις σημαντικάς. Ὅταν ἡ τορπίλλη ριφθῇ καὶ προσκολληθῇ ἐπὶ τῶν πλευρῶν τοῦ ἐχθρικοῦ πλοίου, τὸ ὑποβρύχιον ἀπομακρύνεται εὐκόλως. — [1005, 1504, 1280, 1646]
article-paragraph: Πληροφορούμεθα ἐπίσης, ὅτι ὁ αἰδεσιμώτατος προβιβασθεὶς τῆς ἐνταῦθα ἐκκλησίας τοῦ Ἁγίου Διονυσίου πρόκειται νὰ χειροτονηθῇ ἀρχιερεὺς εἰς τινα τῶν ἐκκλησιῶν τῆς Ἀνατολῆς καὶ νὰ μετακληθῇ εἰς Ῥώμην, ὅπως κατασταθῇ εἰς τὸ Συμβούλιον τῶν καρδιναλίων. — [1005, 606, 1280, 716]
article-paragraph: Τέλος πάντων διὰ τοῦ κόμητος ἐξ Ἀγγλίας κάπνου Henry ἀνωνύμου δι' ἀνδυμάτων ἀνδρικῶν καὶ ζακέτας κυρίων, τὰ Καταστήματα τοῦ μακαρίτου Θεοφίλου Χαλκωμάτα ἐκανοποιοῦσιν εἰς τὰ καλλίστα διὰ πρώτας ποιότητος ἐνδυμάτων ἀνδρικῶν, ταχύτητα τὰ πάντα, διὰ τὸν Σταδίου 29. — [1297, 1234, 1570, 1344]
masthead — [26, 40, 1570, 84]
section-divider — [1005, 1435, 1280, 1436]
section-divider — [704, 942, 989, 943]
headline: Αἱ ζημίαι.— Ἐκθέσεις Νομαρχῶν — [729, 1307, 964, 1323]
section-divider — [1297, 822, 1570, 823]
article-paragraph: Πωλεῖται λιθόστρωτον αὐτοκίνητον, μὲ 6 θέσεις ἐπιβατῶν, ἐλαστικὰ καὶ λοιπά. Πληροφορίαι ὁδὸς Ἀδριανοῦ ἀριθ. 4 πλησίον Παλαιῶν Ἀγγλίας. — [1297, 1601, 1570, 1663]
column-rule — [356, 770, 357, 2286]
article-paragraph: Ἐν τῷ ξενοδοχείῳ τούτῳ ὁ ἐπισκέπτης εὑρίσκει: α') καθαρὰ δωμάτια ἐπιπλωμένα μετὰ τῶν ἐκλεκτῶν καὶ ἀφθονίαν ὑδάτων· β') ἀρίστην μαγειρικήν· γ') ὑπηρεσίαν λίαν προθυμοτάτην καὶ ἐν γένει πᾶσαν ἄνεσιν. — [1297, 1486, 1570, 1565]
article-paragraph: Μετὰ τοῦ διατάγματος τούτου θὰ ὑποβληθῶσι καὶ δύο ἄλλα περὶ διορισμοῦ διευθυντῶν εἰς τὰς ἀστυνομίας Πατρῶν καὶ Κερκύρας. — [704, 1204, 989, 1266]
section-divider — [1005, 722, 1280, 723]
headline: Η ΠΑΡΑΙΤΗΣΙΣ ΤΟΥ ΓΚΑΛΛΙΦΕ — [741, 575, 952, 622]
column-rule — [1288, 90, 1289, 2294]
article-paragraph: Οἱ Νομάρχαι ἐξακολουθοῦσι διαβιβάζοντες τηλεγραφικῶς πληροφορίας περὶ τῆς καταστάσεως τῶν σταφιδαμπέλων, τῶν ὁποίων δὲν εἶνε εὐχάριστοι αἱ ἐκ τῶν περιφερειῶν αὐτῶν. — [704, 1327, 989, 1404]
article-paragraph: Κατ' εἰδήσεις ἐκ Θεσσαλονίκης, εἰς τὴν περιφέρειαν τοῦ Νευροκοπίου ἀνεφανίσθησαν Βουλγαρικαὶ λῃσταντάρτικαι συμμορίαι, αἵτινες ἐνσπείρουσι καθ' ἑκάστην τὸν τρόμον διὰ τῶν καταπιέσεων καὶ τῶν κακουργημάτων αὐτῶν εἰς τοὺς χωρικούς. — [1005, 1038, 1280, 1132]
headline: Κατὰ τῆς ζωῆς τοῦ Σουλτάνου. Σύλληψις τριῶν ἀξιωματικῶν — [38, 1332, 335, 1362]
article-paragraph: ΠΑΡΙΣΙΟΙ, 19 Μαΐου (Ἐθνικὸν Πρακτορεῖον). Ἐν τῇ Βουλῇ σήμερον, τῇ συζητήσει ἐπὶ τῆς ἐπερωτήσεως τῆς ἀφορώσης τὰ αἴτια τὰ προκαλέσαντα τὸν στρατηγὸν Γκαλλιφὲ νὰ παραιτηθῇ, τῇ αἰτήσει τῆς Κυβερνήσεως ἀνεβλήθη διὰ τὴν μίαν Ἰουλίου. — [704, 646, 989, 740]
headline: ΤΑ ΕΝ ΚΙΝΑ — [461, 966, 591, 991]
article-paragraph: Εἰς τὰ πολυτελῆ τῆς αὐτοκρατορικῆς τυπογραφίας ἔργα περιλαμβάνονται αἱ ἑλληνικαὶ ἐπιγραφαὶ τῆς Λέσβου καὶ Τενέδου τοῦ Πατὸν καὶ συλλογὴ τῶν ἐπιγραφῶν τῆς Συρίας τοῦ Σαχάου, οἱ ἑπτὰ πλανῆται τοῦ Λίπμαν, τὰ ἀμιμήτου τέχνης καὶ λεπτότητος φωτοτυπικὰ ἀντίγραφα τῶν εἰκόνων τοῦ Δουρὲρ καὶ τὰ χρονικὰ τῆς τυπογραφίας ἀπὸ τοῦ ΙΕ' μέχρι τοῦ ΙΗ' αἰῶνος. — [26, 157, 347, 281]
article-paragraph: Κόρινθος. Ἡ καταδίωξις τῶν ἐχθρῶν ἐξακολουθεῖ ἀποτελεσματική. — [704, 1717, 989, 1747]
article-paragraph: Συνετάχθη ἀστυνομικὴ διάταξις κατὰ τὴν ὁποίαν: — [1297, 559, 1570, 589]
column-2-upper — [365, 92, 686, 702]
article-paragraph: Γύθειον.— Ἀνεφάνη περονόσπορος εἰς διαφόρους ἀμπελῶνας τῆς ἐπαρχίας τοῦ Γυθείου. Ζημία 50 οἱ. — [704, 1472, 989, 1518]
column-3 — [704, 92, 989, 2286]
column-4 — [1005, 92, 1280, 2286]
